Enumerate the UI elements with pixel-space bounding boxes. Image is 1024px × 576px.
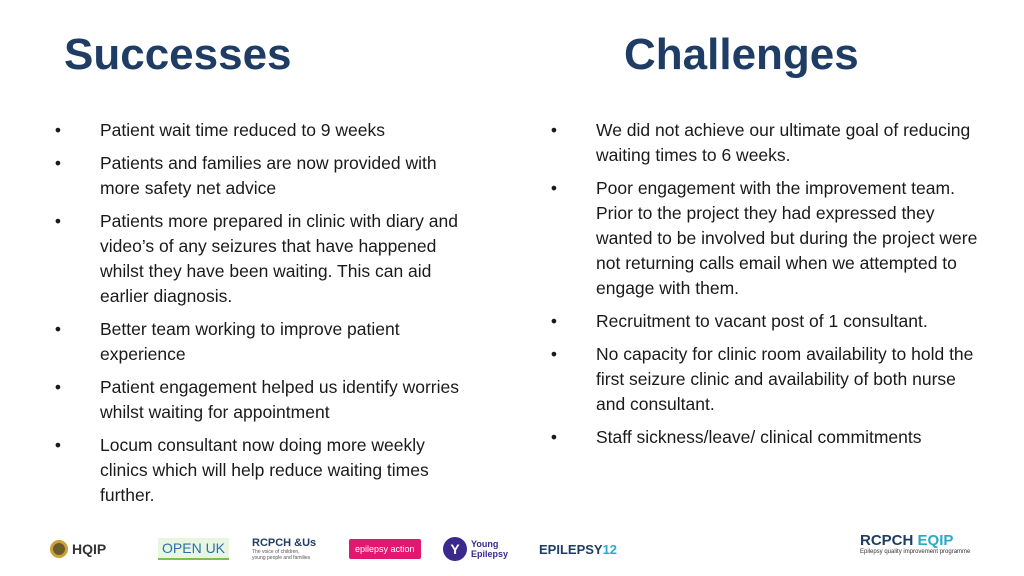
epilepsy-action-logo-text: epilepsy action — [349, 539, 421, 559]
eqip-logo-subtitle: Epilepsy quality improvement programme — [860, 549, 971, 555]
list-item — [52, 209, 472, 309]
challenges-list — [548, 118, 988, 458]
rcpch-us-logo-subtitle-2: young people and families — [252, 555, 311, 561]
open-uk-logo-text: OPEN UK — [158, 538, 229, 560]
challenges-heading: Challenges — [624, 30, 859, 79]
list-item-text: Patients more prepared in clinic with diary and video’s of any seizures that have happened whilst they have been waiting. This can aid earlier diagnosis. — [100, 211, 458, 306]
rcpch-us-logo-title: RCPCH &Us — [252, 537, 317, 549]
list-item-text: Poor engagement with the improvement team. Prior to the project they had expressed they wanted to be involved but during the project were not returning calls email when we attempted to engage with them. — [596, 178, 978, 298]
bullet-icon: • — [550, 178, 558, 198]
young-epilepsy-emblem-icon: Y — [443, 537, 467, 561]
epilepsy-action-logo — [349, 532, 421, 566]
list-item — [548, 118, 988, 168]
young-epilepsy-logo-text-2: Epilepsy — [471, 549, 509, 559]
list-item — [52, 151, 472, 201]
list-item — [52, 375, 472, 425]
list-item — [548, 425, 988, 450]
successes-heading: Successes — [64, 30, 292, 79]
list-item-text: Recruitment to vacant post of 1 consultant. — [596, 311, 928, 331]
bullet-icon: • — [54, 153, 62, 173]
list-item-text: Staff sickness/leave/ clinical commitments — [596, 427, 922, 447]
hqip-logo — [50, 532, 106, 566]
epilepsy12-logo-number: 12 — [602, 541, 618, 557]
list-item — [52, 433, 472, 508]
list-item — [52, 317, 472, 367]
list-item-text: Locum consultant now doing more weekly clinics which will help reduce waiting times further. — [100, 435, 429, 505]
footer-logo-bar — [0, 526, 1024, 570]
bullet-icon: • — [54, 120, 62, 140]
list-item — [548, 176, 988, 301]
hqip-logo-text: HQIP — [72, 541, 107, 557]
eqip-logo-accent: EQIP — [917, 532, 954, 549]
list-item-text: Better team working to improve patient experience — [100, 319, 400, 364]
epilepsy12-logo — [539, 532, 617, 566]
rcpch-us-logo-subtitle-1: The voice of children, — [252, 549, 300, 555]
young-epilepsy-logo — [443, 532, 508, 566]
list-item-text: No capacity for clinic room availability to hold the first seizure clinic and availability of both nurse and consultant. — [596, 344, 974, 414]
bullet-icon: • — [550, 344, 558, 364]
young-epilepsy-logo-text-1: Young — [471, 539, 499, 549]
list-item — [52, 118, 472, 143]
bullet-icon: • — [54, 211, 62, 231]
bullet-icon: • — [550, 311, 558, 331]
list-item-text: Patients and families are now provided with more safety net advice — [100, 153, 437, 198]
successes-list — [52, 118, 472, 516]
rcpch-us-logo — [252, 532, 316, 566]
bullet-icon: • — [550, 120, 558, 140]
hqip-emblem-icon — [50, 540, 68, 558]
bullet-icon: • — [54, 377, 62, 397]
bullet-icon: • — [54, 319, 62, 339]
bullet-icon: • — [550, 427, 558, 447]
list-item-text: Patient engagement helped us identify worries whilst waiting for appointment — [100, 377, 459, 422]
bullet-icon: • — [54, 435, 62, 455]
list-item-text: Patient wait time reduced to 9 weeks — [100, 120, 386, 140]
eqip-logo-main: RCPCH — [860, 532, 914, 549]
list-item — [548, 309, 988, 334]
rcpch-eqip-logo — [860, 532, 970, 566]
open-uk-logo — [158, 532, 229, 566]
list-item-text: We did not achieve our ultimate goal of reducing waiting times to 6 weeks. — [596, 120, 971, 165]
list-item — [548, 342, 988, 417]
epilepsy12-logo-text: EPILEPSY — [539, 541, 603, 557]
